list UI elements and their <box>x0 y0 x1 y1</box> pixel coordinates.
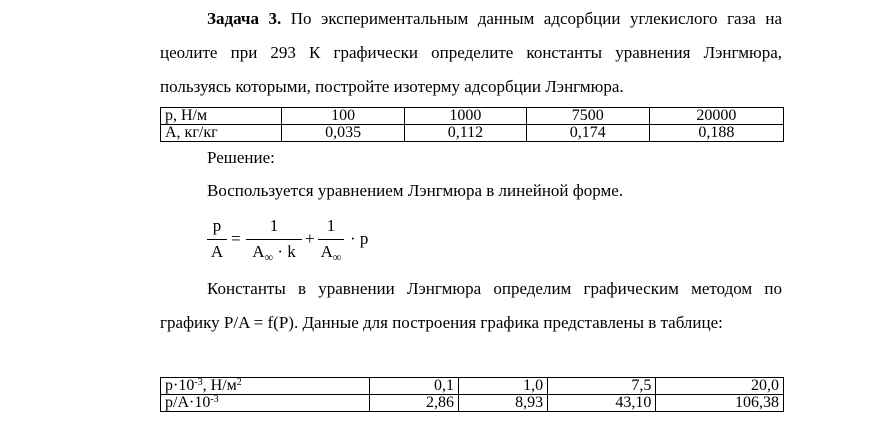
table-cell: 106,38 <box>656 395 784 412</box>
table-cell: 100 <box>282 108 405 125</box>
table-cell: 8,93 <box>459 395 548 412</box>
table-cell: p, Н/м <box>161 108 282 125</box>
problem-text: По экспериментальным данным адсорбции углекислого газа на цеолите при 293 К графически определите константы уравнения Лэнгмюра, пользуясь которыми, постройте изотерму адсорбции Лэнгмюра. <box>160 9 782 96</box>
table-cell: $p/A\cdot 10^{-3}$ <box>161 395 370 412</box>
table-cell: А, кг/кг <box>161 125 282 142</box>
table-row <box>161 108 784 125</box>
problem-title: Задача 3. <box>207 9 282 28</box>
table-cell: 0,035 <box>282 125 405 142</box>
table-row <box>161 395 784 412</box>
data-table-1 <box>160 107 784 142</box>
table-cell: 2,86 <box>370 395 459 412</box>
table-cell: 43,10 <box>548 395 656 412</box>
data-table-2 <box>160 377 784 412</box>
problem-statement <box>160 2 782 104</box>
table-cell: $p\cdot 10^{-3}$, $Н/м^2$ <box>161 378 370 395</box>
table-cell: 20,0 <box>656 378 784 395</box>
table-row <box>161 378 784 395</box>
table-cell: 20000 <box>649 108 783 125</box>
table-row <box>161 125 784 142</box>
table-cell: 1,0 <box>459 378 548 395</box>
table-cell: 0,112 <box>405 125 527 142</box>
table-cell: 0,174 <box>526 125 649 142</box>
table-cell: 1000 <box>405 108 527 125</box>
equation-intro: Воспользуется уравнением Лэнгмюра в линейной форме. <box>207 181 624 200</box>
method-text: Константы в уравнении Лэнгмюра определим графическим методом по графику P/A = f(P). Данные для построения графика представлены в таблице: <box>160 279 782 332</box>
solution-heading: Решение: <box>207 148 275 167</box>
table-cell: 7,5 <box>548 378 656 395</box>
table-cell: 0,1 <box>370 378 459 395</box>
table-cell: 7500 <box>526 108 649 125</box>
table-cell: 0,188 <box>649 125 783 142</box>
